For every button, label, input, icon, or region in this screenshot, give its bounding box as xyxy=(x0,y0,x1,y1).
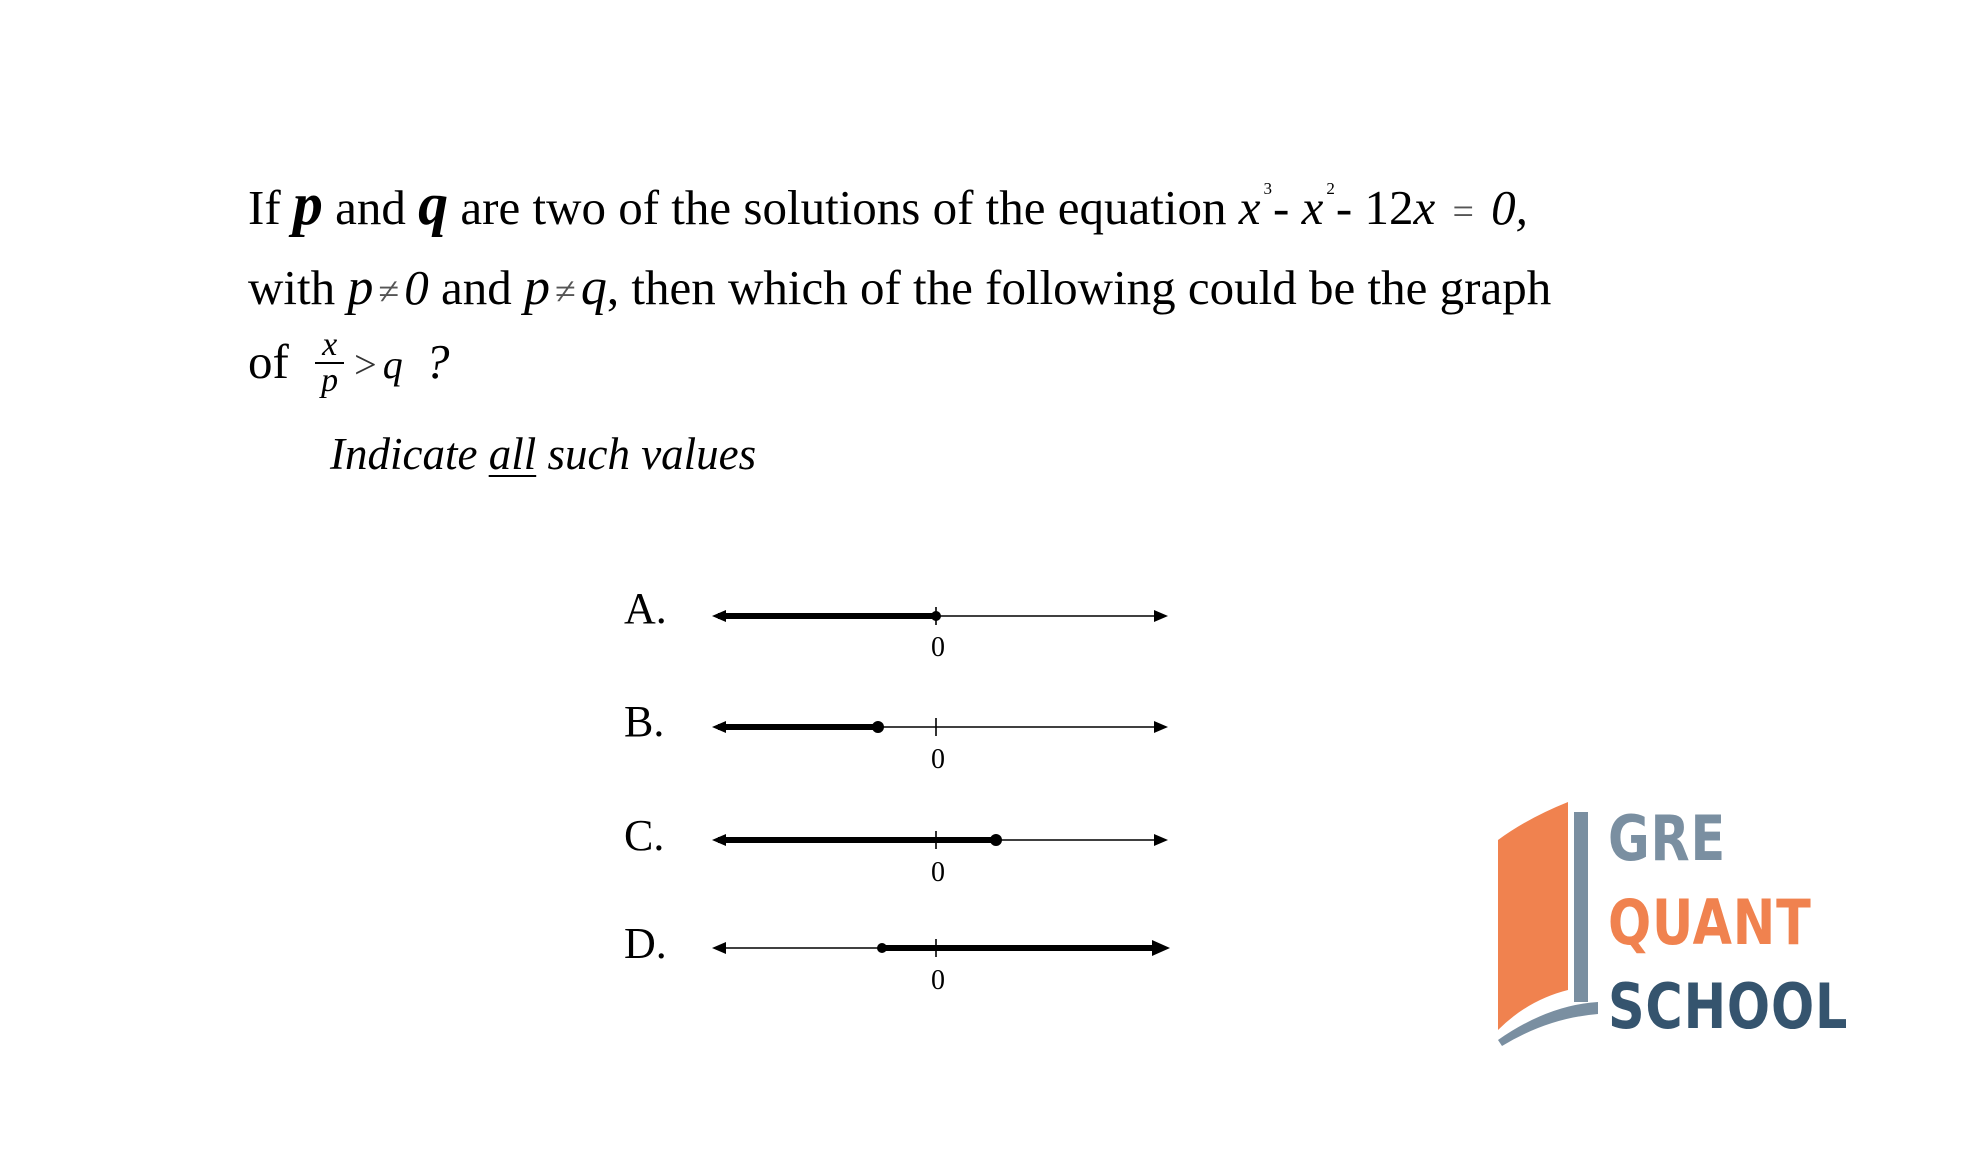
option-d-label[interactable]: D. xyxy=(624,919,667,968)
option-c-label[interactable]: C. xyxy=(624,811,665,860)
question-phrase-2: then which of the following could be the graph xyxy=(631,260,1552,315)
word-and: and xyxy=(335,180,406,235)
logo-book-spine xyxy=(1574,812,1588,1002)
option-b-label[interactable]: B. xyxy=(624,697,665,746)
variable-q: q xyxy=(580,259,607,316)
variable-x: x xyxy=(1301,180,1324,235)
option-c-zero-label: 0 xyxy=(931,857,945,888)
option-a-label[interactable]: A. xyxy=(624,584,667,633)
minus-sign: - xyxy=(1335,180,1353,235)
variable-q: q xyxy=(418,171,449,237)
word-and: and xyxy=(440,260,512,315)
variable-p: p xyxy=(292,171,323,237)
endpoint-dot xyxy=(990,834,1002,846)
right-arrow-icon xyxy=(1152,940,1170,956)
word-with: with xyxy=(248,260,336,315)
instruction-emphasis: all xyxy=(488,429,537,479)
instruction xyxy=(330,428,756,480)
option-d-zero-label: 0 xyxy=(931,965,945,996)
fraction-numerator: x xyxy=(315,328,344,364)
minus-sign: - xyxy=(1273,180,1290,235)
greater-than-sign: > xyxy=(354,342,377,387)
not-equal-sign: ≠ xyxy=(378,271,400,313)
question-text xyxy=(248,170,1788,402)
endpoint-dot xyxy=(931,611,941,621)
word-of: of xyxy=(248,334,289,389)
logo-book-page-orange xyxy=(1498,802,1568,1030)
variable-x: x xyxy=(1413,180,1436,235)
zero-value: 0 xyxy=(404,260,429,315)
endpoint-dot xyxy=(872,721,884,733)
word-if: If xyxy=(248,180,281,235)
logo-text-quant: QUANT xyxy=(1608,886,1812,959)
logo-text-school: SCHOOL xyxy=(1608,970,1849,1043)
question-line-3 xyxy=(248,327,1788,402)
instruction-prefix: Indicate xyxy=(330,429,489,479)
variable-p: p xyxy=(523,259,550,316)
question-line-1 xyxy=(248,170,1788,253)
option-a-zero-label: 0 xyxy=(931,632,945,663)
equals-sign: = xyxy=(1452,191,1474,233)
right-arrow-icon xyxy=(1154,610,1168,622)
coefficient-12: 12 xyxy=(1364,180,1414,235)
exponent-3: 3 xyxy=(1263,179,1273,198)
question-line-2 xyxy=(248,253,1788,327)
exponent-2: 2 xyxy=(1326,179,1335,198)
not-equal-sign: ≠ xyxy=(554,271,576,313)
right-arrow-icon xyxy=(1154,834,1168,846)
endpoint-dot xyxy=(877,943,887,953)
instruction-suffix: such values xyxy=(536,429,757,479)
variable-q: q xyxy=(382,342,403,387)
variable-x: x xyxy=(1238,180,1261,235)
fraction-denominator: p xyxy=(321,361,339,399)
equation-rhs: 0, xyxy=(1491,180,1528,235)
left-arrow-icon xyxy=(712,942,726,954)
right-arrow-icon xyxy=(1154,721,1168,733)
question-mark: ? xyxy=(424,334,450,389)
option-b-zero-label: 0 xyxy=(931,744,945,775)
fraction-x-over-p xyxy=(315,325,344,399)
variable-p: p xyxy=(347,259,374,316)
comma: , xyxy=(606,260,620,315)
logo-text-gre: GRE xyxy=(1608,802,1727,875)
question-phrase-1: are two of the solutions of the equation xyxy=(460,180,1227,235)
